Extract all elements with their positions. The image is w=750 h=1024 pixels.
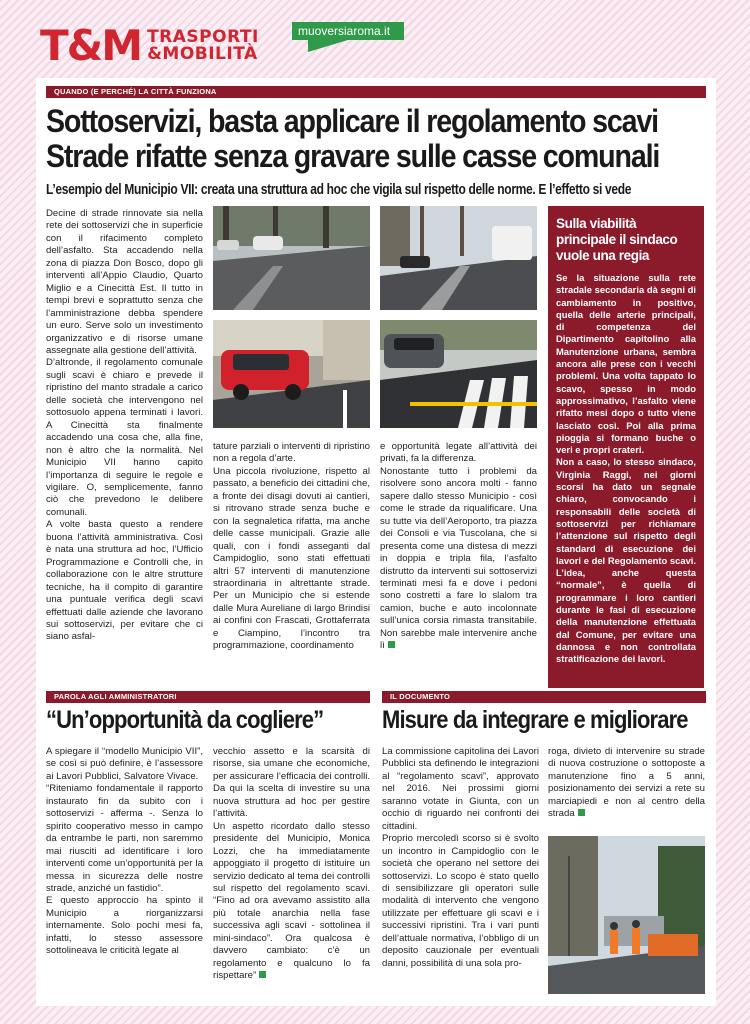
end-mark <box>259 971 266 978</box>
site-tag: muoversiaroma.it <box>292 22 404 40</box>
interview-column-2 <box>213 746 370 998</box>
section-label-document: IL DOCUMENTO <box>382 691 706 703</box>
logo-line2: &MOBILITÀ <box>147 44 258 64</box>
sidebar-box <box>548 206 704 688</box>
logo-line1: TRASPORTI <box>147 27 259 47</box>
photo-crosswalk <box>380 320 537 428</box>
document-column-1: La commissione capitolina dei Lavori Pubblici sta definendo le integrazioni al “regolamento scavi”, approvato nel 2016. Nei prossimi giorni saranno votate in Giunta, con un occhio di riguardo nei confronti dei cittadini. Proprio mercoledì scorso si è svolto un incontro in Campidoglio con le società che operano nel settore dei sottoservizi. Lo scopo è stato quello di sensibilizzare gli operatori sulle modalità di intervento che vengono utilizzate per effettuare gli scavi e i successivi ripristini. Tra i vari punti dell’attuale normativa, l’obbligo di un deposito cauzionale per eventuali danni, possibilità di una sola pro- <box>382 746 539 969</box>
logo-mark: T&M <box>40 21 142 70</box>
site-tag-ribbon <box>308 40 348 52</box>
logo-words <box>147 29 259 63</box>
main-column-3-text: e opportunità legate all’attività dei privati, fa la differenza. Nonostante tutto i problemi da risolvere sono ancora molti - fanno sapere dallo stesso Municipio - così come le strade da riqualificare. Una su tutte via dell’Aeroporto, tra piazza dei Consoli e via Tuscolana, che si presenta come una distesa di mezzi in doppia e tripla fila, l’asfalto distrutto da interventi sui sottoservizi terminati mesi fa e dove i pedoni sono costretti a fare lo slalom tra camion, buche e auto incolonnate sull’unica corsia rimasta transitabile. Non sarebbe male intervenire anche lì <box>380 441 537 652</box>
headline <box>46 104 706 174</box>
end-mark <box>578 809 585 816</box>
subhead: L’esempio del Municipio VII: creata una struttura ad hoc che vigila sul rispetto delle norme. E l’effetto si vede <box>46 182 632 198</box>
interview-column-1: A spiegare il “modello Municipio VII”, se così si può definire, è l’assessore ai Lavori Pubblici, Salvatore Vivace. “Riteniamo fondamentale il rapporto instaurato fin da subito con i sottoservizi - afferma -. Senza lo spirito cooperativo messo in campo da entrambe le parti, non saremmo mai riusciti ad identificare i loro interventi come un’opportunità per la messa in sicurezza delle nostre strade, anziché un fastidio”. E questo approccio ha spinto il Municipio a riorganizzarsi internamente. Solo pochi mesi fa, infatti, lo stesso assessore sottolineava le criticità legate al <box>46 746 203 957</box>
end-mark <box>388 641 395 648</box>
document-column-2 <box>548 746 705 826</box>
photo-red-car <box>213 320 370 428</box>
main-column-2: tature parziali o interventi di ripristino non a regola d’arte. Una piccola rivoluzione, rispetto al passato, a beneficio dei cittadini che, a fronte dei disagi dovuti ai cantieri, si ritrovano strade senza buche e con la segnaletica rifatta, ma anche delle casse municipali. Grazie alle quali, con i fondi asseganti dal Campidoglio, sono stati effettuati altri 57 interventi di manutenzione straordinaria in altrettante strade. Per un Municipio che si estende dalle Mura Aureliane di largo Brindisi ai confini con Frascati, Grottaferrata e Ciampino, l’incontro tra programmazione, coordinamento <box>213 441 370 652</box>
headline-line2: Strade rifatte senza gravare sulle casse comunali <box>46 138 660 174</box>
sidebar-body: Se la situazione sulla rete stradale secondaria dà segni di cambiamento in positivo, quella delle arterie principali, di competenza del Dipartimento capitolino alla Manutenzione urbana, sembra ancora alle prese con i vecchi problemi. Una volta tappato lo scavo, spesso in modo approssimativo, l’asfalto viene rifatto mesi dopo o tutto viene lasciato così. Poi alla prima pioggia si formano buche o veri e propri crateri. Non a caso, lo stesso sindaco, Virginia Raggi, nei giorni scorsi ha dato un segnale chiaro, convocando i responsabili delle società di sottoservizi per richiamare l’attenzione sul rispetto degli standard di esecuzione dei lavori e del Regolamento scavi. L’idea, anche questa “normale”, è quella di programmare i loro cantieri durante le fasi di esecuzione della manutenzione effettuata dal Comune, per evitare una dannosa e non controllata stratificazione dei lavori. <box>556 272 696 665</box>
headline-line1: Sottoservizi, basta applicare il regolamento scavi <box>46 103 658 139</box>
document-title: Misure da integrare e migliorare <box>382 706 688 734</box>
masthead <box>36 14 716 74</box>
photo-road-workers <box>548 836 705 994</box>
main-column-3 <box>380 441 537 687</box>
section-label-main: QUANDO (E PERCHÉ) LA CITTÀ FUNZIONA <box>46 86 706 98</box>
photo-street-parked <box>380 206 537 310</box>
section-label-interview: PAROLA AGLI AMMINISTRATORI <box>46 691 370 703</box>
main-column-1: Decine di strade rinnovate sia nella rete dei sottoservizi che in superficie con il rifacimento completo dell’asfalto. Sta accadendo nella zona di piazza Don Bosco, dopo gli interventi all’Appio Claudio, Quarto Miglio e a Cinecittà Est. Il tutto in tempi brevi e soprattutto senza che l’amministrazione debba spendere un euro. Serve solo un investimento organizzativo e di risorse umane assegnate alla gestione dell’attività. D’altronde, il regolamento comunale sugli scavi è chiaro e prevede il ripristino del manto stradale a carico delle società che intervengono nel sottosuolo appena terminati i lavori. A Cinecittà sta finalmente accadendo una cosa che, alla fine, non è altro che la normalità. Nel Municipio VII hanno capito l’importanza di seguire le regole e vigilare. O, semplicemente, fanno ciò che prevedono le delibere comunali. A volte basta questo a rendere buona l’attività amministrativa. Così è nata una struttura ad hoc, l’Ufficio Programmazione e Controlli che, in collaborazione con le altre strutture tecniche, ha il compito di garantire una puntuale verifica degli scavi effettuati dalle aziende che lavorano sui sottoservizi, per evitare che ci siano asfal- <box>46 208 203 643</box>
sidebar-title: Sulla viabilità principale il sindaco vuole una regia <box>556 216 678 263</box>
interview-title: “Un’opportunità da cogliere” <box>46 706 324 734</box>
document-column-2-text: roga, divieto di intervenire su strade di nuova costruzione o sottoposte a manutenzione fino a 5 anni, posizionamento dei servizi a rete su marciapiedi e non al centro della strada <box>548 746 705 820</box>
interview-column-2-text: vecchio assetto e la scarsità di risorse, sia umane che economiche, per assicurare l’efficacia dei controlli. Da qui la scelta di investire su una nuova struttura ad hoc per gestire l’attività. Un aspetto ricordato dallo stesso presidente del Municipio, Monica Lozzi, che ha immediatamente appoggiato il progetto di istituire un servizio dedicato al tema dei controlli sul rispetto del regolamento scavi. “Fino ad ora avevamo assistito alla più totale anarchia nella fase successiva agli scavi - sottolinea il mini-sindaco”. Ora qualcosa è davvero cambiato: c’è un regolamento e qualcuno lo fa rispettare” <box>213 746 370 982</box>
logo <box>40 20 276 72</box>
photo-street-before <box>213 206 370 310</box>
